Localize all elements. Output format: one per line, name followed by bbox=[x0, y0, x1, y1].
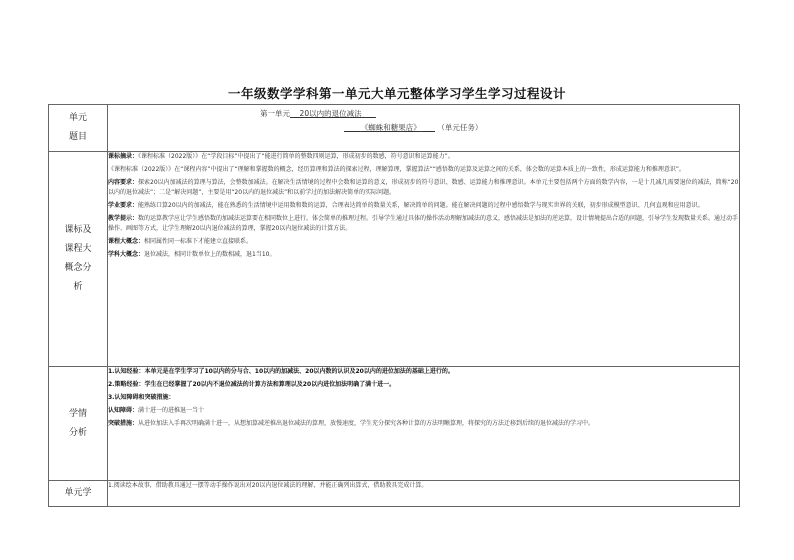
analysis-row bbox=[49, 152, 740, 367]
label-line: 课标及 bbox=[64, 225, 92, 235]
learner-row bbox=[49, 367, 740, 481]
paragraph: 3.认知障碍和突破措施： bbox=[108, 394, 175, 401]
paragraph: 教学提示：数的运算教学应让学生感悟数的加减法运算要在相同数位上进行，体会简单的推理过程。引导学生通过具体的操作活动理解加减法的意义，感悟减法是加法的逆运算，设计情境提出合适的问题，引导学生发现数量关系。通过动手操作、画图等方式，让学生理解20以内退位减法的算理，掌握20以内退位减法的计算方法。 bbox=[108, 215, 739, 232]
unit-title-content bbox=[108, 105, 740, 152]
paragraph: 突破措施：从进位加法入手再次明确满十进一，从想加算减逆推出退位减法的算理，放慢速度，学生充分探究各种计算的方法明晰算理，将探究的方法迁移到后续的退位减法的学习中。 bbox=[108, 420, 595, 427]
label-line: 课程大 bbox=[64, 244, 92, 254]
unit-study-label: 单元学 bbox=[49, 481, 108, 507]
label-line: 分析 bbox=[68, 427, 87, 438]
unit-study-row bbox=[49, 481, 740, 507]
unit-title-row bbox=[49, 105, 740, 152]
label-line: 概念分 bbox=[64, 263, 92, 273]
unit-name-line bbox=[108, 109, 739, 119]
unit-prefix: 第一单元 bbox=[260, 109, 290, 118]
unit-study-content bbox=[108, 481, 740, 507]
analysis-content bbox=[108, 152, 740, 367]
paragraph: 课程大概念：相同属性同一标准下才能建立直接联系。 bbox=[108, 238, 253, 245]
paragraph: 1.认知经验：本单元是在学生学习了10以内的分与合、10以内的加减法、20以内数的认识及20以内的进位加法的基础上进行的。 bbox=[108, 368, 454, 375]
paragraph: 1.阅读绘本故事，借助教具通过一摆等动手操作说出对20以内退位减法的理解，并能正确列出算式，借助教具完成计算。 bbox=[108, 482, 428, 489]
unit-name: 20以内的退位减法 bbox=[299, 109, 362, 118]
unit-title-label bbox=[49, 105, 108, 152]
paragraph: 2.策略经验：学生在已经掌握了20以内不退位减法的计算方法和算理以及20以内进位加法明确了满十进一。 bbox=[108, 381, 396, 388]
task-suffix: （单元任务） bbox=[437, 123, 483, 132]
task-name: 《蜘蛛和糖果店》 bbox=[360, 123, 421, 132]
paragraph: 《课程标准（2022版）》在“课程内容”中提出了“理解和掌握数的概念，经历算理和算法的探索过程，理解算理，掌握算法”“感悟数的运算及运算之间的关系，体会数的运算本质上的一致性，形成运算能力和推理意识”。 bbox=[108, 166, 685, 173]
learner-content bbox=[108, 367, 740, 481]
label-line: 题目 bbox=[68, 132, 87, 142]
document-title: 一年级数学学科第一单元大单元整体学习学生学习过程设计 bbox=[227, 86, 566, 101]
label-line: 单元 bbox=[68, 113, 87, 123]
paragraph: 学科大概念：退位减法，相同计数单位上的数相减，退1当10。 bbox=[108, 251, 276, 258]
paragraph: 课标摘录：《课程标准（2022版）》在“学段目标”中提出了“能进行简单的整数四则运算，形成初步的数感，符号意识和运算能力”。 bbox=[108, 153, 454, 160]
paragraph: 认知障碍：满十进一的进推退一当十 bbox=[108, 407, 205, 414]
paragraph: 学业要求：能熟练口算20以内的加减法，能在熟悉的生活情境中运用数和数的运算，合理表达简单的数量关系，解决简单的问题。能在解决问题的过程中感悟数学与现实世界的关联，初步形成模型意识、几何直观和应用意识。 bbox=[108, 202, 704, 209]
learner-label bbox=[49, 367, 108, 481]
label-line: 学情 bbox=[68, 408, 87, 419]
label-line: 析 bbox=[73, 282, 83, 292]
unit-task-line bbox=[108, 123, 739, 133]
design-table bbox=[48, 104, 740, 507]
paragraph: 内容要求：探索20以内加减法的算理与算法，会整数加减法。在解决生活情境的过程中会数和运算的意义，形成初步的符号意识、数感、运算能力和推理意识。本单元主要包括两个方面的数学内容，一是十几减几需要退位的减法，简称“20以内的退位减法”；二是“解决问题”，主要是用“20以内的退位减法”和以前学过的加法解决简单的实际问题。 bbox=[108, 179, 739, 196]
analysis-label bbox=[49, 152, 108, 367]
